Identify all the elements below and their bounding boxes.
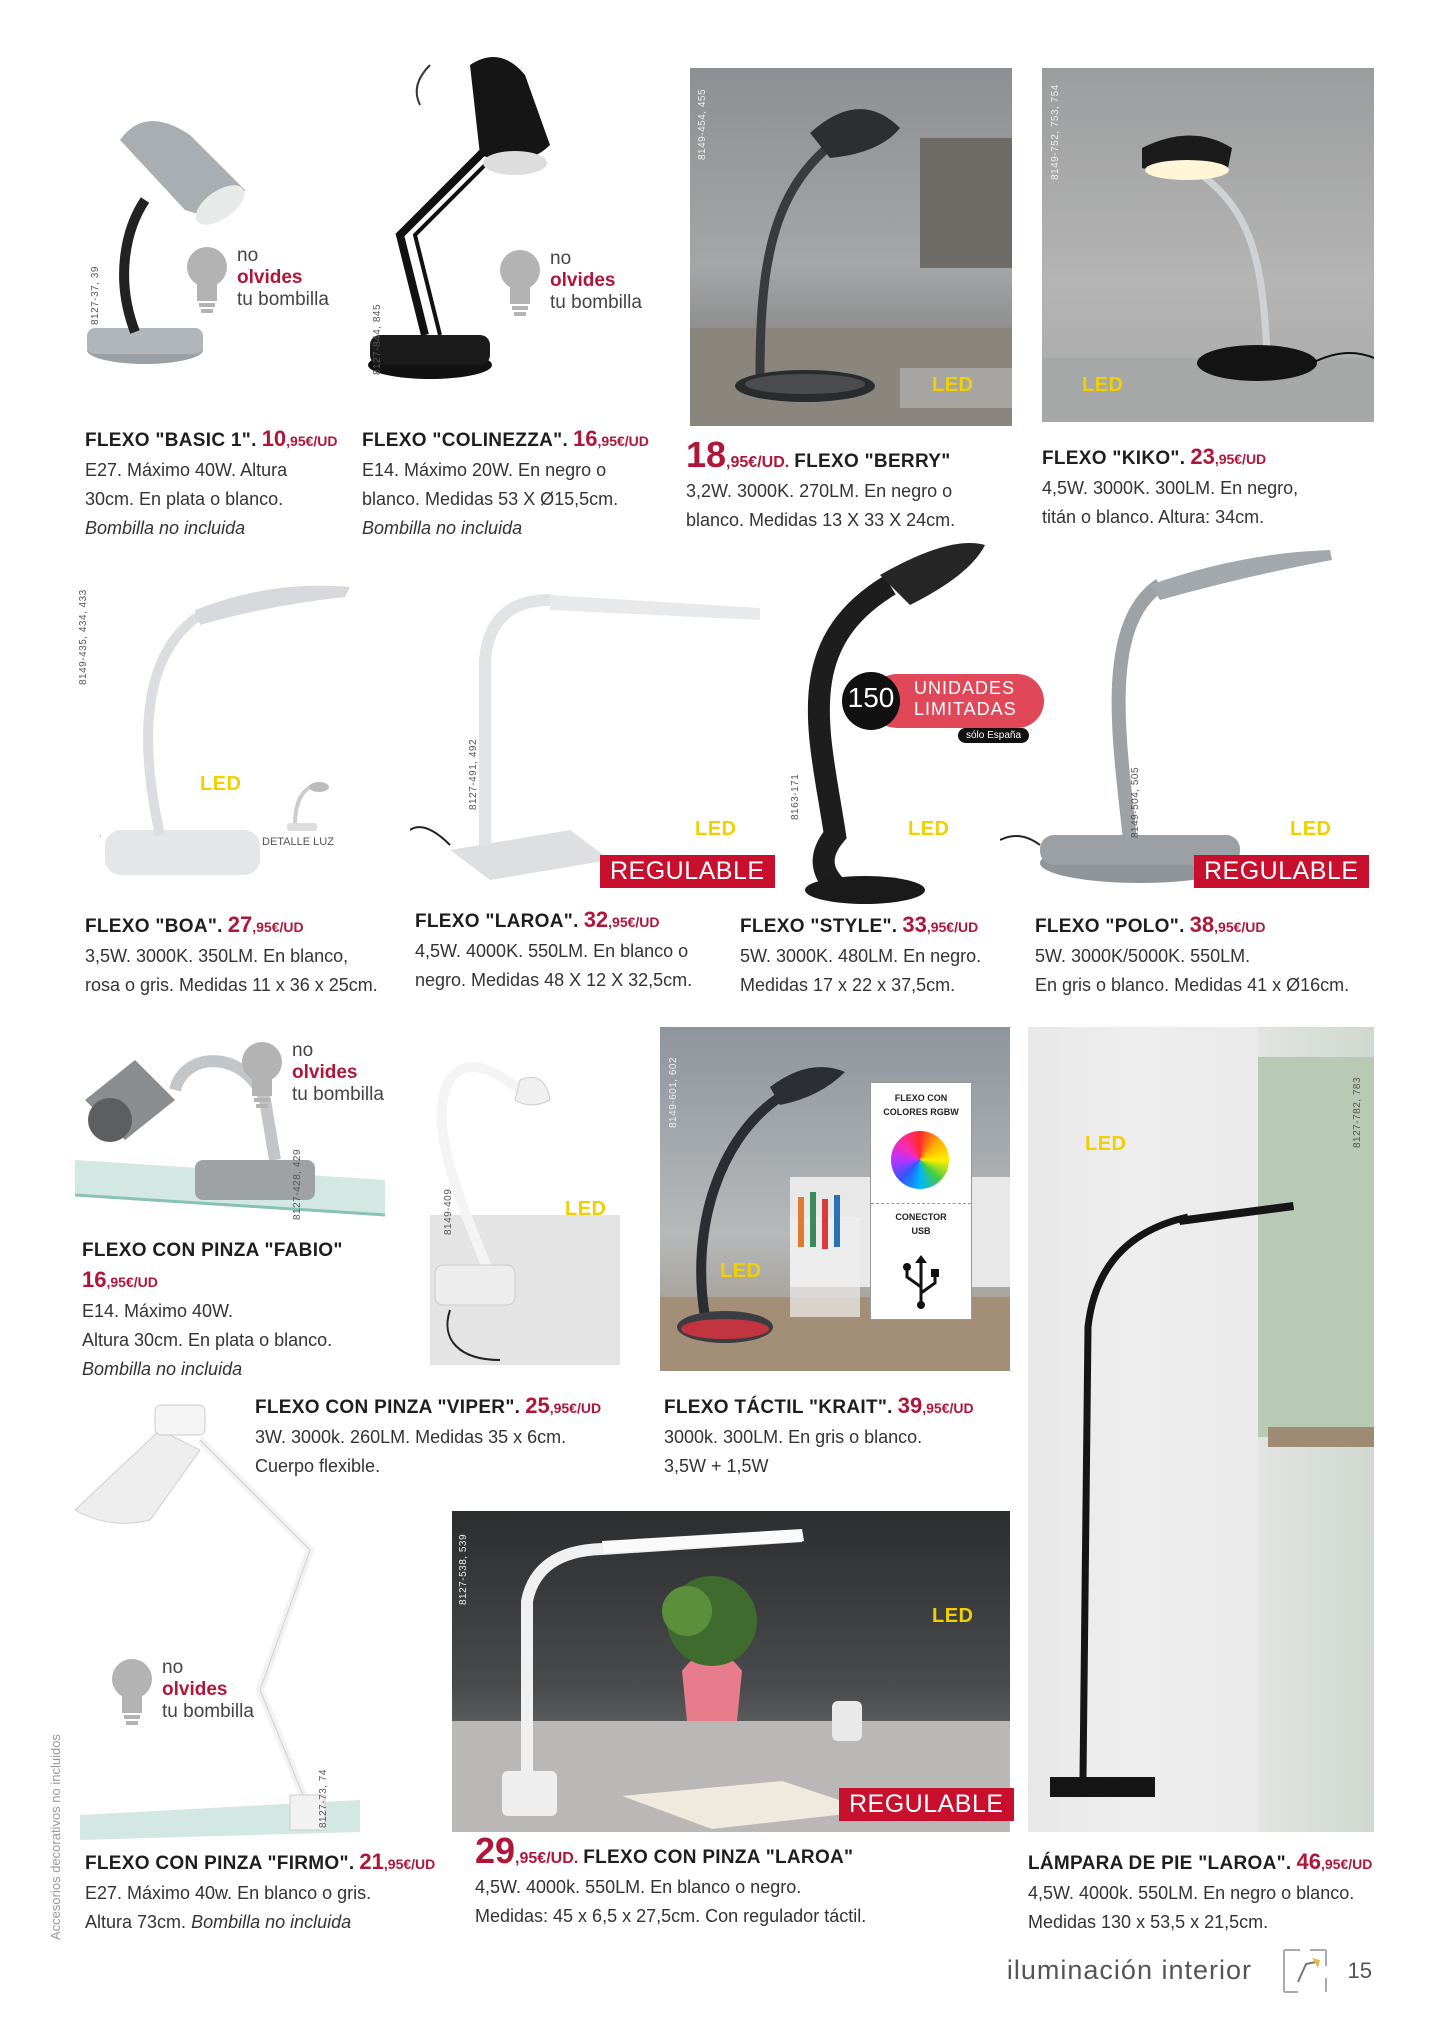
berry-photo — [690, 68, 1012, 426]
bulb-no: no — [550, 248, 572, 269]
krait-feature-badge — [870, 1082, 972, 1320]
product-pinza-laroa — [475, 1830, 995, 1931]
fabio-desc-2: Altura 30cm. En plata o blanco. — [82, 1330, 333, 1350]
pie-title: LÁMPARA DE PIE "LAROA". — [1028, 1853, 1292, 1874]
basic-desc-1: E27. Máximo 40W. Altura — [85, 460, 288, 480]
colinezza-price: 16,95€/UD — [573, 426, 649, 451]
decor-not-included-note: Accesorios decorativos no incluidos — [48, 1734, 63, 1940]
product-krait — [664, 1391, 1024, 1481]
kiko-led-label: LED — [1082, 374, 1124, 396]
limited-units-circle — [842, 672, 900, 730]
usb-label: CONECTOR USB — [871, 1203, 971, 1238]
viper-led-label: LED — [565, 1198, 607, 1220]
boa-title: FLEXO "BOA". — [85, 916, 223, 937]
berry-desc-1: 3,2W. 3000K. 270LM. En negro o — [686, 481, 953, 501]
limited-units-number: 150 — [847, 682, 895, 713]
boa-led-label: LED — [200, 773, 242, 795]
ref-berry: 8149-454, 455 — [697, 88, 708, 160]
product-firmo — [85, 1847, 465, 1937]
lamp-logo-icon — [1280, 1946, 1330, 1996]
product-colinezza — [362, 424, 672, 543]
product-laroa — [415, 905, 735, 995]
colinezza-lamp-image — [330, 45, 560, 385]
ref-colinezza: 8127-844, 845 — [372, 303, 383, 375]
fabio-title: FLEXO CON PINZA "FABIO" — [82, 1240, 343, 1261]
ref-pinza-laroa: 8127-538, 539 — [458, 1533, 469, 1605]
style-price: 33,95€/UD — [902, 912, 979, 937]
boa-desc-1: 3,5W. 3000K. 350LM. En blanco, — [85, 946, 349, 966]
style-desc-2: Medidas 17 x 22 x 37,5cm. — [740, 975, 956, 995]
color-wheel-icon — [891, 1131, 949, 1189]
viper-title: FLEXO CON PINZA "VIPER". — [255, 1397, 521, 1418]
colinezza-desc-1: E14. Máximo 20W. En negro o — [362, 460, 607, 480]
firmo-price: 21,95€/UD — [359, 1849, 436, 1874]
basic-title: FLEXO "BASIC 1". — [85, 430, 257, 451]
pinza-laroa-price: 29,95€/UD. — [475, 1830, 579, 1871]
viper-desc-1: 3W. 3000k. 260LM. Medidas 35 x 6cm. — [255, 1427, 567, 1447]
footer-category: iluminación interior — [1006, 1955, 1252, 1985]
krait-desc-1: 3000k. 300LM. En gris o blanco. — [664, 1427, 923, 1447]
colinezza-title: FLEXO "COLINEZZA". — [362, 430, 569, 451]
pinza-laroa-photo — [452, 1511, 1010, 1832]
krait-title: FLEXO TÁCTIL "KRAIT". — [664, 1397, 893, 1418]
bulb-olvides: olvides — [292, 1062, 358, 1083]
boa-desc-2: rosa o gris. Medidas 11 x 36 x 25cm. — [85, 975, 378, 995]
firmo-desc-2b: Bombilla no incluida — [191, 1912, 352, 1932]
fabio-desc-1: E14. Máximo 40W. — [82, 1301, 234, 1321]
ref-fabio: 8127-428, 429 — [292, 1148, 303, 1220]
polo-regulable-label: REGULABLE — [1194, 855, 1369, 888]
fabio-price: 16,95€/UD — [82, 1267, 158, 1292]
pinza-laroa-desc-2: Medidas: 45 x 6,5 x 27,5cm. Con regulador táctil. — [475, 1906, 867, 1926]
colinezza-desc-2: blanco. Medidas 53 X Ø15,5cm. — [362, 489, 619, 509]
product-polo — [1035, 910, 1395, 1000]
basic-desc-2: 30cm. En plata o blanco. — [85, 489, 284, 509]
laroa-price: 32,95€/UD — [583, 907, 660, 932]
bulb-tu-bombilla: tu bombilla — [162, 1701, 254, 1722]
bulb-icon — [240, 1040, 284, 1112]
berry-price: 18,95€/UD. — [686, 434, 790, 475]
pinza-laroa-led-label: LED — [932, 1605, 974, 1627]
polo-price: 38,95€/UD — [1189, 912, 1266, 937]
colinezza-desc-3: Bombilla no incluida — [362, 518, 523, 538]
krait-led-label: LED — [720, 1260, 762, 1282]
bulb-no: no — [292, 1040, 314, 1061]
style-desc-1: 5W. 3000K. 480LM. En negro. — [740, 946, 982, 966]
bulb-icon — [185, 245, 229, 317]
product-boa — [85, 910, 405, 1000]
style-title: FLEXO "STYLE". — [740, 916, 898, 937]
kiko-desc-1: 4,5W. 3000K. 300LM. En negro, — [1042, 478, 1299, 498]
product-fabio — [82, 1236, 382, 1384]
laroa-desc-2: negro. Medidas 48 X 12 X 32,5cm. — [415, 970, 693, 990]
bulb-no: no — [237, 245, 259, 266]
pie-price: 46,95€/UD — [1296, 1849, 1373, 1874]
berry-title: FLEXO "BERRY" — [794, 451, 951, 472]
bulb-tu-bombilla: tu bombilla — [237, 289, 329, 310]
bulb-icon — [110, 1657, 154, 1729]
polo-lamp-image — [1000, 545, 1350, 895]
bulb-tu-bombilla: tu bombilla — [292, 1084, 384, 1105]
pie-led-label: LED — [1085, 1133, 1127, 1155]
bulb-reminder-colinezza — [498, 248, 688, 328]
polo-title: FLEXO "POLO". — [1035, 916, 1185, 937]
ref-basic: 8127-37, 39 — [90, 266, 101, 325]
limited-units-l1: UNIDADES — [914, 678, 1016, 698]
viper-price: 25,95€/UD — [525, 1393, 602, 1418]
firmo-desc-2: Altura 73cm. — [85, 1912, 187, 1932]
krait-price: 39,95€/UD — [897, 1393, 974, 1418]
ref-style: 8163-171 — [790, 773, 801, 820]
limited-units-l2: LIMITADAS — [914, 699, 1017, 719]
basic-price: 10,95€/UD — [261, 426, 338, 451]
berry-desc-2: blanco. Medidas 13 X 33 X 24cm. — [686, 510, 956, 530]
bulb-no: no — [162, 1657, 184, 1678]
firmo-title: FLEXO CON PINZA "FIRMO". — [85, 1853, 355, 1874]
polo-desc-1: 5W. 3000K/5000K. 550LM. — [1035, 946, 1251, 966]
ref-pie: 8127-782, 783 — [1352, 1076, 1363, 1148]
firmo-desc-1: E27. Máximo 40w. En blanco o gris. — [85, 1883, 372, 1903]
bulb-olvides: olvides — [550, 270, 616, 291]
viper-desc-2: Cuerpo flexible. — [255, 1456, 381, 1476]
pie-desc-2: Medidas 130 x 53,5 x 21,5cm. — [1028, 1912, 1269, 1932]
kiko-lamp-image — [1042, 68, 1374, 422]
limited-units-note: sólo España — [958, 728, 1029, 743]
laroa-title: FLEXO "LAROA". — [415, 911, 579, 932]
product-pie — [1028, 1847, 1428, 1937]
bulb-olvides: olvides — [162, 1679, 228, 1700]
ref-viper: 8149-409 — [443, 1188, 454, 1235]
bulb-reminder-firmo — [110, 1657, 300, 1737]
product-style — [740, 910, 1030, 1000]
bulb-reminder-fabio — [240, 1040, 430, 1120]
page-number: 15 — [1347, 1958, 1372, 1983]
kiko-desc-2: titán o blanco. Altura: 34cm. — [1042, 507, 1265, 527]
laroa-desc-1: 4,5W. 4000K. 550LM. En blanco o — [415, 941, 689, 961]
bulb-olvides: olvides — [237, 267, 303, 288]
pie-desc-1: 4,5W. 4000k. 550LM. En negro o blanco. — [1028, 1883, 1355, 1903]
boa-detail-label: DETALLE LUZ — [262, 836, 334, 848]
ref-kiko: 8149-752, 753, 754 — [1050, 84, 1061, 180]
pinza-laroa-regulable-label: REGULABLE — [839, 1788, 1014, 1821]
pinza-laroa-desc-1: 4,5W. 4000k. 550LM. En blanco o negro. — [475, 1877, 802, 1897]
bulb-tu-bombilla: tu bombilla — [550, 292, 642, 313]
fabio-desc-3: Bombilla no incluida — [82, 1359, 243, 1379]
product-basic — [85, 424, 355, 543]
berry-led-label: LED — [932, 374, 974, 396]
ref-krait: 8149-601, 602 — [668, 1056, 679, 1128]
kiko-photo — [1042, 68, 1374, 422]
ref-firmo: 8127-73, 74 — [318, 1769, 329, 1828]
ref-boa: 8149-435, 434, 433 — [78, 589, 89, 685]
laroa-led-label: LED — [695, 818, 737, 840]
boa-detail-image — [285, 775, 335, 835]
polo-desc-2: En gris o blanco. Medidas 41 x Ø16cm. — [1035, 975, 1350, 995]
polo-led-label: LED — [1290, 818, 1332, 840]
rgbw-label: FLEXO CON COLORES RGBW — [883, 1093, 959, 1117]
firmo-lamp-image — [60, 1400, 360, 1840]
kiko-price: 23,95€/UD — [1190, 444, 1267, 469]
pie-photo — [1028, 1027, 1374, 1832]
product-kiko — [1042, 442, 1382, 532]
kiko-title: FLEXO "KIKO". — [1042, 448, 1186, 469]
usb-icon — [897, 1253, 945, 1309]
pie-lamp-image — [1028, 1027, 1374, 1832]
pinza-laroa-lamp-image — [452, 1511, 1010, 1832]
style-led-label: LED — [908, 818, 950, 840]
laroa-regulable-label: REGULABLE — [600, 855, 775, 888]
krait-desc-2: 3,5W + 1,5W — [664, 1456, 769, 1476]
boa-price: 27,95€/UD — [227, 912, 304, 937]
bulb-icon — [498, 248, 542, 320]
pinza-laroa-title: FLEXO CON PINZA "LAROA" — [583, 1847, 854, 1868]
basic-desc-3: Bombilla no incluida — [85, 518, 246, 538]
ref-polo: 8149-504, 505 — [1130, 766, 1141, 838]
berry-lamp-image — [690, 68, 1012, 426]
ref-laroa: 8127-491, 492 — [468, 738, 479, 810]
product-berry — [686, 434, 1026, 535]
